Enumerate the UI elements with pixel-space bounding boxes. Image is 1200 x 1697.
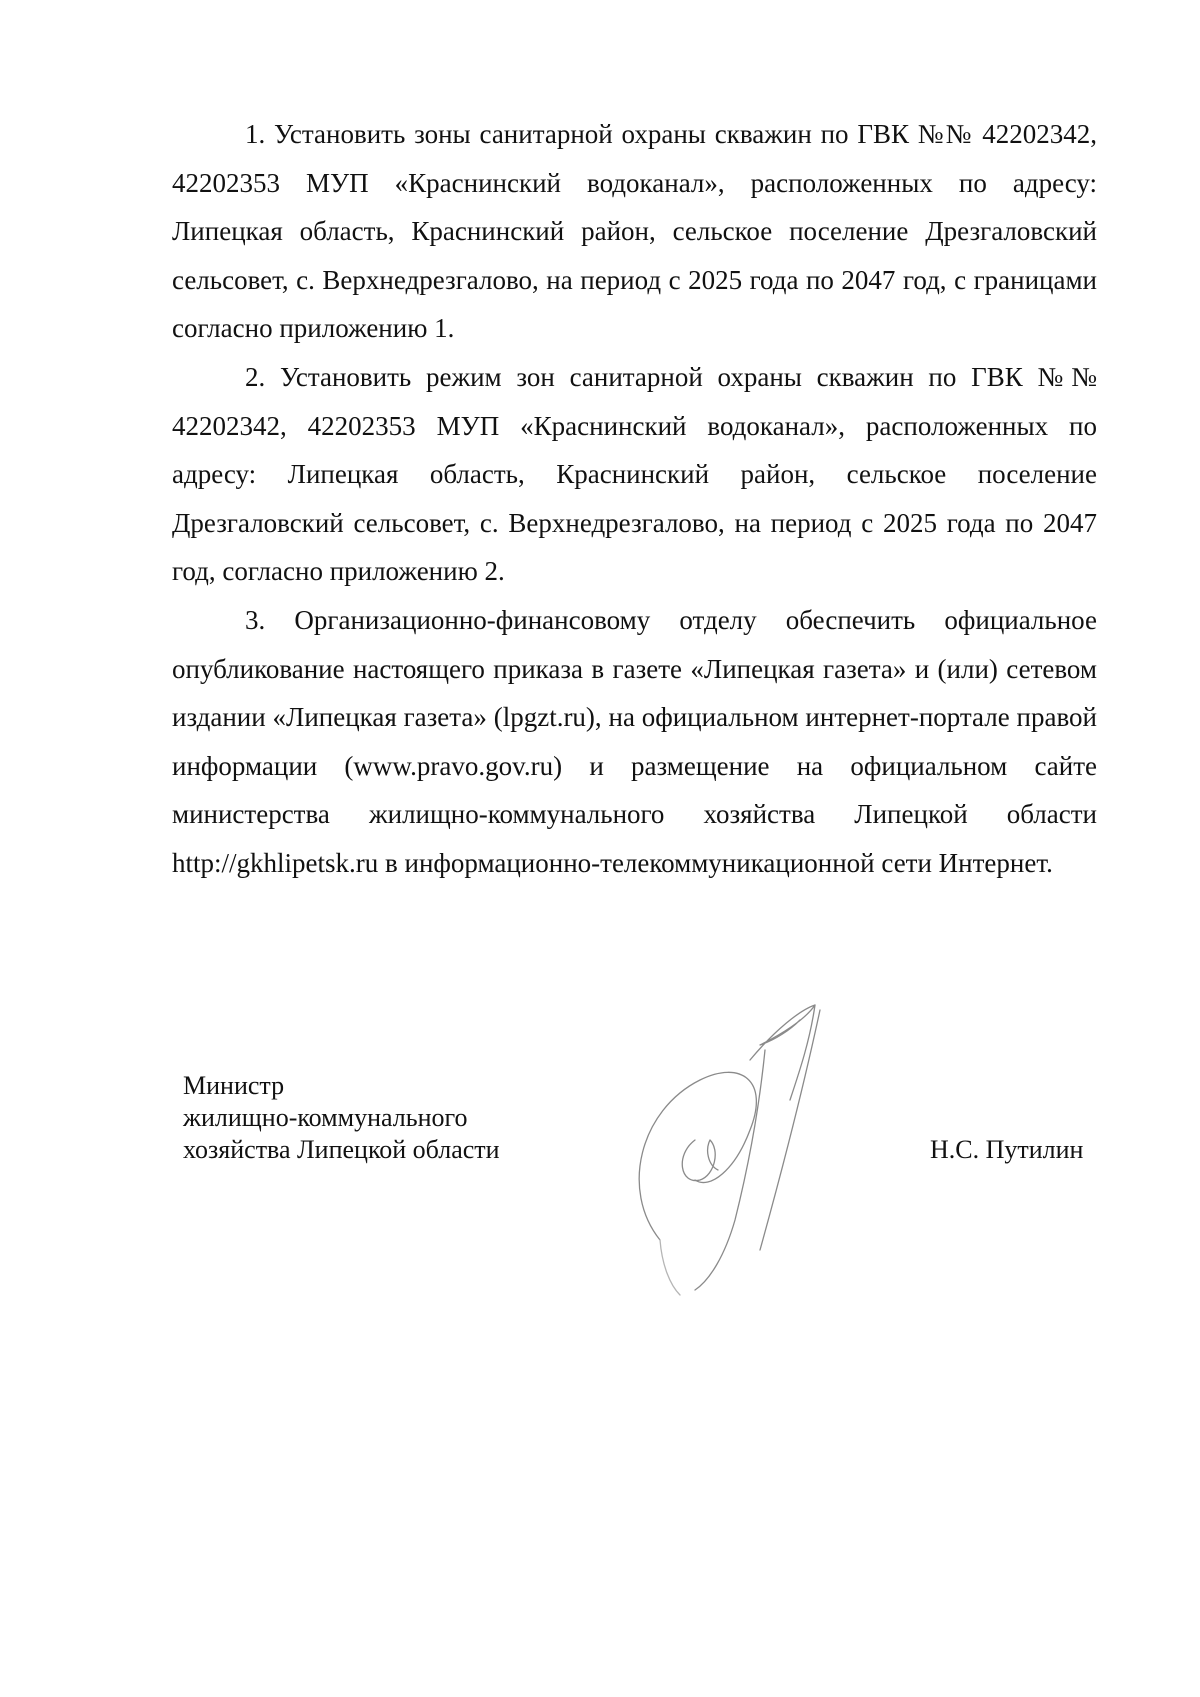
signatory-position-line: Министр — [183, 1071, 285, 1100]
document-body — [172, 110, 1097, 888]
signatory-position-line: хозяйства Липецкой области — [183, 1135, 500, 1164]
paragraph-item-2: 2. Установить режим зон санитарной охраны скважин по ГВК №№ 42202342, 42202353 МУП «Краснинский водоканал», расположенных по адресу: Липецкая область, Краснинский район, сельское поселение Дрезгаловский сельсовет, с. Верхнедрезгалово, на период с 2025 года по 2047 год, согласно приложению 2. — [172, 361, 1097, 587]
handwritten-signature — [600, 990, 920, 1310]
paragraph-item-3: 3. Организационно-финансовому отделу обеспечить официальное опубликование настоящего приказа в газете «Липецкая газета» и (или) сетевом издании «Липецкая газета» (lpgzt.ru), на официальном интернет-портале правой информации (www.pravo.gov.ru) и размещение на официальном сайте министерства жилищно-коммунального хозяйства Липецкой области http://gkhlipetsk.ru в информационно-телекоммуникационной сети Интернет. — [172, 604, 1097, 878]
signatory-position-line: жилищно-коммунального — [183, 1103, 468, 1132]
signatory-name: Н.С. Путилин — [930, 1135, 1084, 1164]
paragraph-item-1: 1. Установить зоны санитарной охраны скважин по ГВК №№ 42202342, 42202353 МУП «Краснинский водоканал», расположенных по адресу: Липецкая область, Краснинский район, сельское поселение Дрезгаловский сельсовет, с. Верхнедрезгалово, на период с 2025 года по 2047 год, с границами согласно приложению 1. — [172, 119, 1097, 344]
signatory-position — [183, 1070, 500, 1166]
